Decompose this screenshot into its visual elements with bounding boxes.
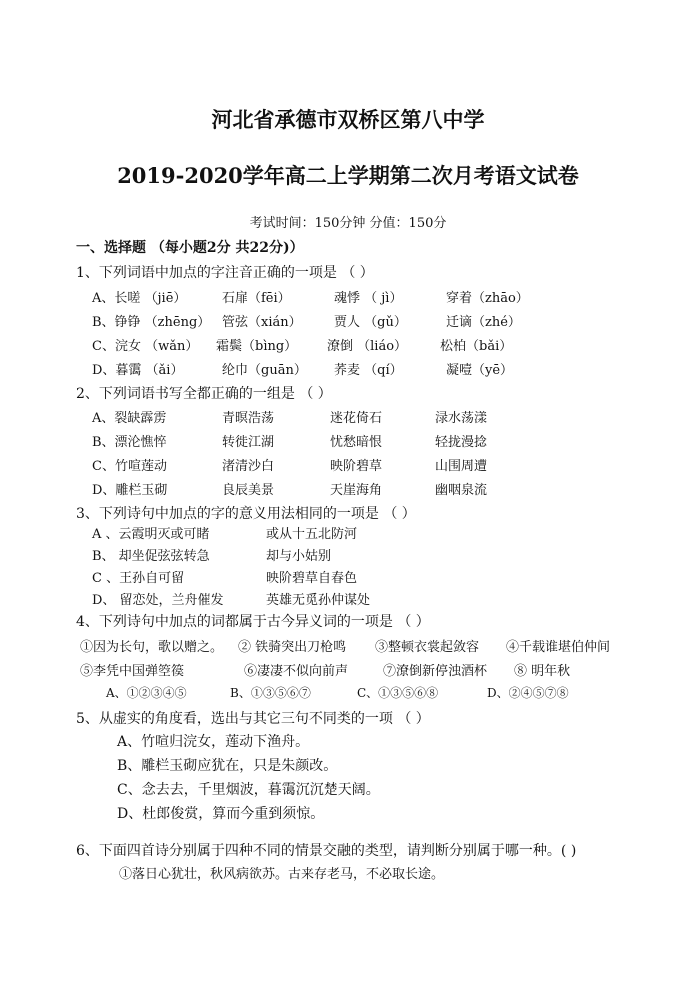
q2-option-c-2: 渚清沙白 bbox=[222, 459, 275, 474]
q4-item-8: ⑧ 明年秋 bbox=[514, 664, 571, 679]
q3-option-b-1: B、 却坐促弦弦转急 bbox=[92, 549, 210, 564]
q1-option-a-4: 穿着（zhāo） bbox=[446, 291, 529, 306]
q1-option-d-1: D、暮霭 （ǎi） bbox=[92, 363, 184, 378]
question-1-stem: 1、下列词语中加点的字注音正确的一项是 （ ） bbox=[76, 265, 374, 281]
q4-item-4: ④千载谁堪伯仲间 bbox=[506, 640, 611, 655]
q2-option-d-2: 良辰美景 bbox=[222, 483, 275, 498]
q2-option-b-3: 忧愁暗恨 bbox=[330, 435, 383, 450]
q3-option-c-2: 映阶碧草自春色 bbox=[266, 571, 358, 586]
q4-option-b: B、①③⑤⑥⑦ bbox=[230, 686, 311, 700]
q5-option-b: B、雕栏玉砌应犹在，只是朱颜改。 bbox=[117, 758, 338, 774]
q2-option-b-2: 转徙江湖 bbox=[222, 435, 275, 450]
q3-option-b-2: 却与小姑别 bbox=[266, 549, 332, 564]
q4-item-3: ③整顿衣裳起敛容 bbox=[375, 640, 480, 655]
q3-option-d-1: D、 留恋处，兰舟催发 bbox=[92, 593, 224, 608]
q2-option-c-4: 山围周遭 bbox=[435, 459, 488, 474]
q1-option-b-1: B、铮铮 （zhēng） bbox=[92, 315, 211, 330]
school-name: 河北省承德市双桥区第八中学 bbox=[211, 107, 485, 132]
q1-option-a-1: A、长嗟 （jiē） bbox=[92, 291, 187, 306]
q1-option-c-4: 松柏（bǎi） bbox=[440, 339, 513, 354]
q2-option-a-3: 迷花倚石 bbox=[330, 411, 383, 426]
q4-item-1: ①因为长句，歌以赠之。 bbox=[80, 640, 224, 655]
question-3-stem: 3、下列诗句中加点的字的意义用法相同的一项是 （ ） bbox=[76, 506, 416, 522]
q6-poem-1: ①落日心犹壮，秋风病欲苏。古来存老马，不必取长途。 bbox=[119, 867, 445, 882]
section-title: 一、选择题 （每小题2分 共22分)） bbox=[76, 240, 304, 256]
question-6-stem: 6、下面四首诗分别属于四种不同的情景交融的类型，请判断分别属于哪一种。( ) bbox=[76, 843, 577, 859]
q5-option-d: D、杜郎俊赏，算而今重到须惊。 bbox=[117, 806, 325, 822]
q3-option-d-2: 英雄无觅孙仲谋处 bbox=[266, 593, 371, 608]
question-4-stem: 4、下列诗句中加点的词都属于古今异义词的一项是 （ ） bbox=[76, 614, 430, 630]
q2-option-c-3: 映阶碧草 bbox=[330, 459, 383, 474]
q1-option-a-3: 魂悸 （ jì） bbox=[334, 291, 403, 306]
q1-option-c-1: C、浣女 （wǎn） bbox=[92, 339, 199, 354]
q1-option-d-2: 纶巾（guān） bbox=[222, 363, 307, 378]
q1-option-b-4: 迁谪（zhé） bbox=[446, 315, 521, 330]
q1-option-b-2: 管弦（xián） bbox=[222, 315, 302, 330]
q1-option-b-3: 贾人 （gǔ） bbox=[334, 315, 407, 330]
q2-option-d-3: 天崖海角 bbox=[330, 483, 383, 498]
exam-title: 2019-2020学年高二上学期第二次月考语文试卷 bbox=[117, 163, 579, 188]
q4-option-d: D、②④⑤⑦⑧ bbox=[487, 686, 569, 700]
q2-option-c-1: C、竹喧莲动 bbox=[92, 459, 167, 474]
q2-option-b-4: 轻拢漫捻 bbox=[435, 435, 488, 450]
q4-item-5: ⑤李凭中国弹箜篌 bbox=[80, 664, 185, 679]
q2-option-b-1: B、漂沦憔悴 bbox=[92, 435, 167, 450]
exam-info: 考试时间：150分钟 分值：150分 bbox=[249, 216, 447, 231]
q2-option-a-2: 青暝浩荡 bbox=[222, 411, 275, 426]
q1-option-d-4: 凝噎（yē） bbox=[446, 363, 514, 378]
q5-option-c: C、念去去，千里烟波，暮霭沉沉楚天阔。 bbox=[117, 782, 380, 798]
q2-option-a-4: 渌水荡漾 bbox=[435, 411, 488, 426]
question-2-stem: 2、下列词语书写全都正确的一组是 （ ） bbox=[76, 386, 332, 402]
q2-option-d-4: 幽咽泉流 bbox=[435, 483, 488, 498]
q3-option-c-1: C 、王孙自可留 bbox=[92, 571, 185, 586]
q3-option-a-1: A 、云霞明灭或可睹 bbox=[92, 527, 210, 542]
q4-item-2: ② 铁骑突出刀枪鸣 bbox=[238, 640, 347, 655]
q1-option-d-3: 荞麦 （qí） bbox=[334, 363, 403, 378]
q4-item-6: ⑥凄凄不似向前声 bbox=[244, 664, 349, 679]
q1-option-c-2: 霜鬓（bìng） bbox=[216, 339, 298, 354]
q2-option-a-1: A、裂缺霹雳 bbox=[92, 411, 167, 426]
q2-option-d-1: D、雕栏玉砌 bbox=[92, 483, 168, 498]
q1-option-c-3: 潦倒 （liáo） bbox=[327, 339, 408, 354]
q1-option-a-2: 石扉（fēi） bbox=[222, 291, 291, 306]
q5-option-a: A、竹喧归浣女，莲动下渔舟。 bbox=[117, 734, 310, 750]
q3-option-a-2: 或从十五北防河 bbox=[266, 527, 358, 542]
q4-option-c: C、①③⑤⑥⑧ bbox=[357, 686, 439, 700]
q4-option-a: A、①②③④⑤ bbox=[106, 686, 187, 700]
question-5-stem: 5、从虚实的角度看，选出与其它三句不同类的一项 （ ） bbox=[76, 711, 430, 727]
q4-item-7: ⑦潦倒新停浊酒杯 bbox=[383, 664, 488, 679]
